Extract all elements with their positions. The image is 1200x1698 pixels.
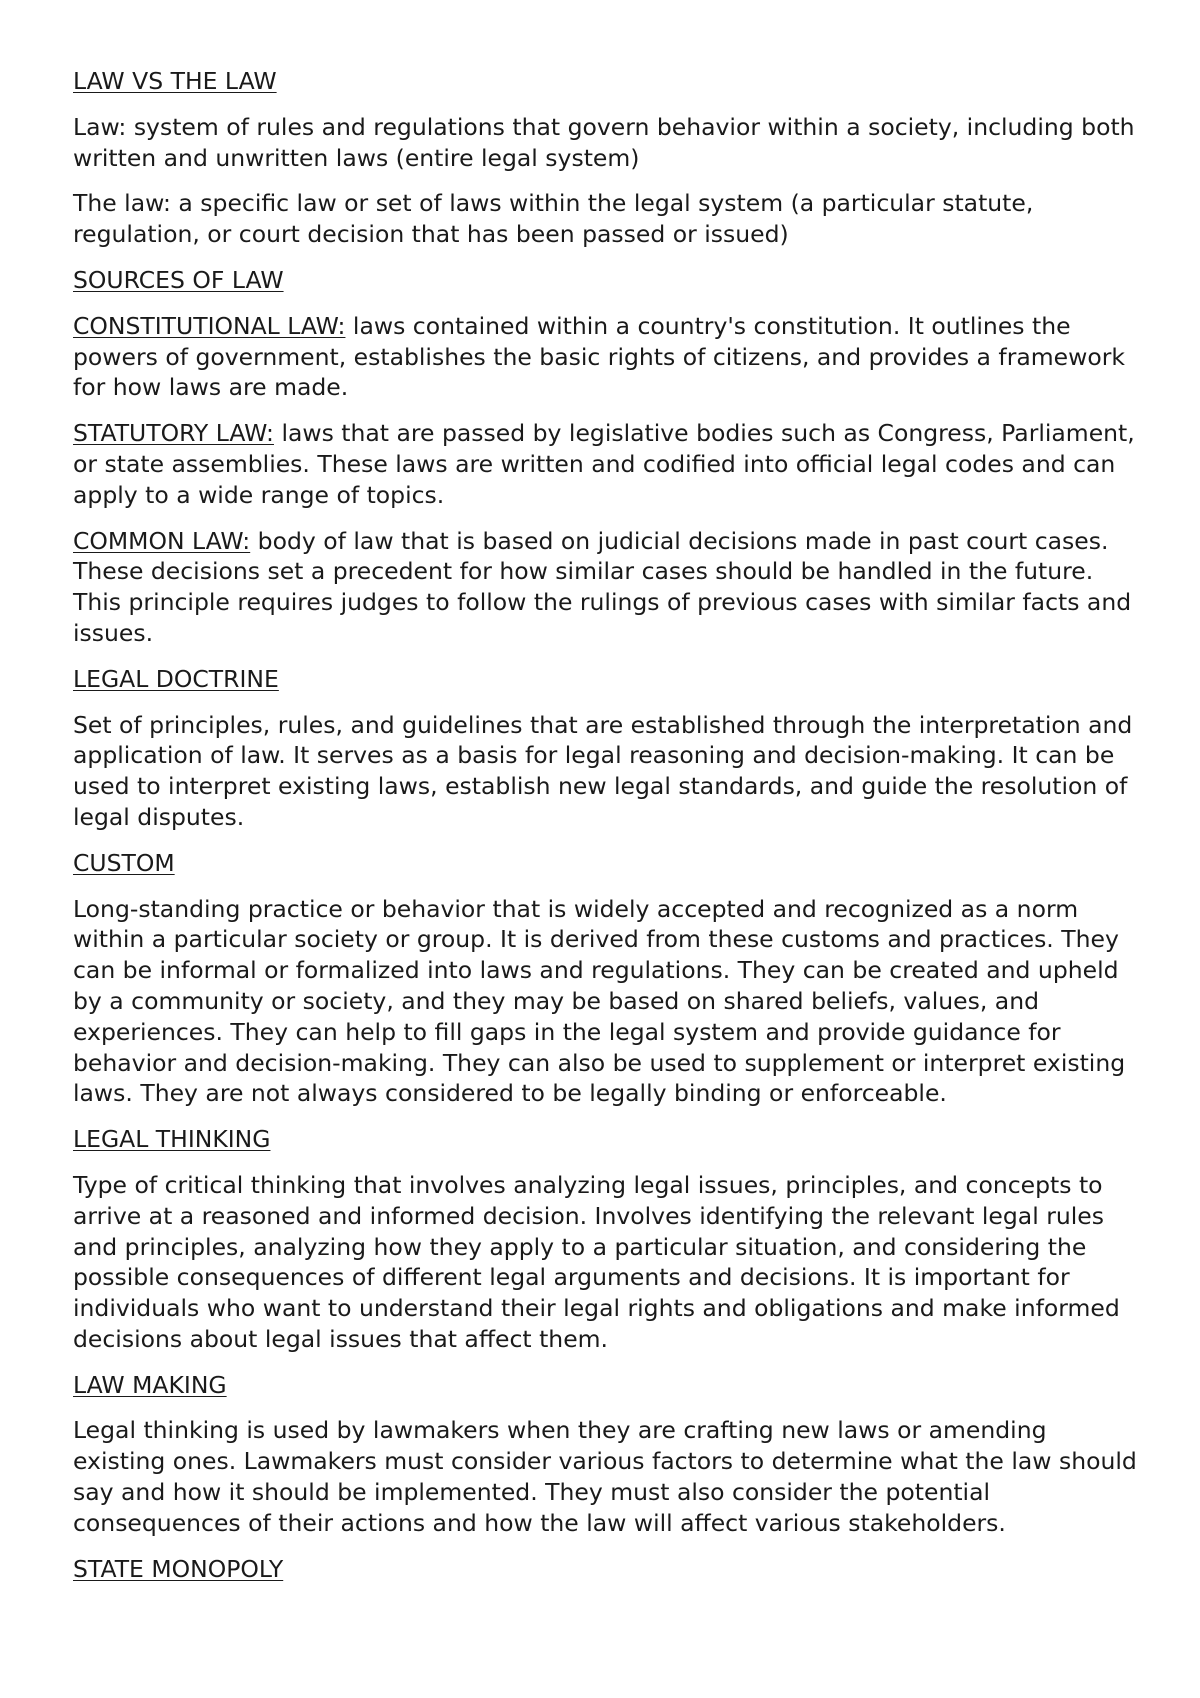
heading-law-making: LAW MAKING: [73, 1370, 227, 1399]
heading-legal-doctrine: LEGAL DOCTRINE: [73, 664, 279, 693]
paragraph-law-definition: Law: system of rules and regulations that govern behavior within a society, including both written and unwritten laws (entire legal system): [73, 112, 1135, 172]
paragraph-legal-doctrine: Set of principles, rules, and guidelines that are established through the interpretation and application of law. It serves as a basis for legal reasoning and decision-making. It can be used to interpret existing laws, establish new legal standards, and guide the resolution of legal disputes.: [73, 710, 1133, 831]
term-constitutional-law: CONSTITUTIONAL LAW:: [73, 311, 346, 340]
heading-sources-of-law: SOURCES OF LAW: [73, 265, 284, 294]
heading-state-monopoly: STATE MONOPOLY: [73, 1554, 284, 1583]
paragraph-the-law-definition: The law: a specific law or set of laws within the legal system (a particular statute, regulation, or court decision that has been passed or issued): [73, 189, 1034, 249]
term-statutory-law: STATUTORY LAW:: [73, 419, 274, 448]
text-constitutional-law: laws contained within a country's constitution. It outlines the powers of government, establishes the basic rights of citizens, and provides a framework for how laws are made.: [73, 311, 1125, 402]
paragraph-constitutional-law: [73, 311, 1143, 403]
heading-legal-thinking: LEGAL THINKING: [73, 1125, 271, 1154]
term-common-law: COMMON LAW:: [73, 526, 251, 555]
text-common-law: body of law that is based on judicial decisions made in past court cases. These decisions set a precedent for how similar cases should be handled in the future. This principle requires judges to follow the rulings of previous cases with similar facts and issues.: [73, 526, 1132, 647]
paragraph-legal-thinking: Type of critical thinking that involves analyzing legal issues, principles, and concepts to arrive at a reasoned and informed decision. Involves identifying the relevant legal rules and principles, analyzing how they apply to a particular situation, and considering the possible consequences of different legal arguments and decisions. It is important for individuals who want to understand their legal rights and obligations and make informed decisions about legal issues that affect them.: [73, 1170, 1120, 1353]
document-page: [73, 66, 1143, 1599]
paragraph-statutory-law: [73, 418, 1143, 510]
paragraph-custom: Long-standing practice or behavior that is widely accepted and recognized as a norm within a particular society or group. It is derived from these customs and practices. They can be informal or formalized into laws and regulations. They can be created and upheld by a community or society, and they may be based on shared beliefs, values, and experiences. They can help to fill gaps in the legal system and provide guidance for behavior and decision-making. They can also be used to supplement or interpret existing laws. They are not always considered to be legally binding or enforceable.: [73, 894, 1126, 1108]
heading-custom: CUSTOM: [73, 848, 175, 877]
heading-law-vs-the-law: LAW VS THE LAW: [73, 67, 277, 95]
paragraph-common-law: [73, 526, 1143, 649]
paragraph-law-making: Legal thinking is used by lawmakers when they are crafting new laws or amending existing ones. Lawmakers must consider various factors to determine what the law should say and how it should be implemented. They must also consider the potential consequences of their actions and how the law will affect various stakeholders.: [73, 1416, 1137, 1537]
text-statutory-law: laws that are passed by legislative bodies such as Congress, Parliament, or state assemblies. These laws are written and codified into official legal codes and can apply to a wide range of topics.: [73, 419, 1135, 509]
